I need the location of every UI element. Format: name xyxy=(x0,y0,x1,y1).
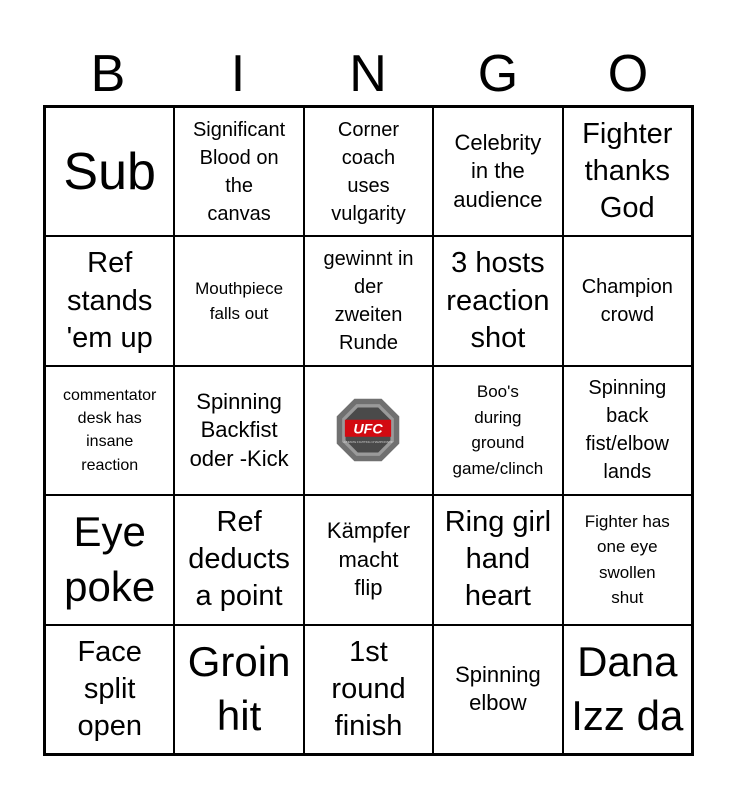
bingo-cell-r3c2[interactable] xyxy=(174,366,303,495)
header-letter-b: B xyxy=(90,45,126,103)
cell-label: Mouthpiece falls out xyxy=(195,278,284,324)
bingo-cell-r4c2[interactable] xyxy=(174,495,303,624)
bingo-cell-free-space[interactable] xyxy=(304,366,433,495)
bingo-cell-r3c5[interactable] xyxy=(563,366,692,495)
bingo-cell-r4c3[interactable] xyxy=(304,495,433,624)
bingo-cell-r3c1[interactable] xyxy=(45,366,174,495)
bingo-cell-r1c4[interactable] xyxy=(433,107,562,236)
cell-label: 3 hosts reaction shot xyxy=(446,247,550,354)
bingo-cell-r2c1[interactable] xyxy=(45,236,174,365)
cell-label: Boo's during ground game/clinch xyxy=(452,382,544,478)
bingo-cell-r1c1[interactable] xyxy=(45,107,174,236)
cell-label: Spinning Backfist oder -Kick xyxy=(189,388,289,471)
bingo-cell-r5c2[interactable] xyxy=(174,625,303,754)
cell-label: Spinning elbow xyxy=(455,661,541,716)
cell-label: Fighter thanks God xyxy=(582,118,673,225)
header-letter-g: G xyxy=(477,45,519,103)
cell-label: Corner coach uses vulgarity xyxy=(331,118,406,225)
bingo-cell-r2c4[interactable] xyxy=(433,236,562,365)
header-letter-o: O xyxy=(607,45,649,103)
cell-label: Dana Izz da xyxy=(571,637,684,740)
bingo-cell-r5c5[interactable] xyxy=(563,625,692,754)
bingo-cell-r3c4[interactable] xyxy=(433,366,562,495)
cell-label: Eye poke xyxy=(64,508,156,610)
bingo-cell-r2c5[interactable] xyxy=(563,236,692,365)
ufc-logo-icon xyxy=(334,396,402,464)
cell-label: Ref stands 'em up xyxy=(66,247,153,354)
bingo-cell-r5c4[interactable] xyxy=(433,625,562,754)
header-letter-i: I xyxy=(230,45,246,103)
ufc-logo-text: UFC xyxy=(353,421,384,438)
cell-label: Significant Blood on the canvas xyxy=(192,118,286,225)
bingo-cell-r5c1[interactable] xyxy=(45,625,174,754)
cell-label: Face split open xyxy=(77,635,142,742)
ufc-logo-subtext: ULTIMATE FIGHTING CHAMPIONSHIP xyxy=(343,440,394,445)
cell-label: Ring girl hand heart xyxy=(444,506,552,613)
bingo-board xyxy=(43,105,694,756)
bingo-cell-r2c3[interactable] xyxy=(304,236,433,365)
cell-label: Groin hit xyxy=(187,637,291,740)
cell-label: Spinning back fist/elbow lands xyxy=(585,377,669,484)
bingo-cell-r1c3[interactable] xyxy=(304,107,433,236)
cell-label: Ref deducts a point xyxy=(188,506,290,613)
bingo-cell-r1c2[interactable] xyxy=(174,107,303,236)
cell-label: Sub xyxy=(63,142,156,201)
cell-label: gewinnt in der zweiten Runde xyxy=(323,248,414,355)
bingo-cell-r4c5[interactable] xyxy=(563,495,692,624)
bingo-cell-r4c1[interactable] xyxy=(45,495,174,624)
bingo-cell-r1c5[interactable] xyxy=(563,107,692,236)
cell-label: commentator desk has insane reaction xyxy=(63,387,157,474)
cell-label: Fighter has one eye swollen shut xyxy=(584,511,670,608)
cell-label: 1st round finish xyxy=(331,635,406,742)
bingo-cell-r2c2[interactable] xyxy=(174,236,303,365)
cell-label: Champion crowd xyxy=(581,276,673,327)
cell-label: Celebrity in the audience xyxy=(453,129,543,212)
bingo-cell-r4c4[interactable] xyxy=(433,495,562,624)
bingo-header xyxy=(43,44,694,104)
cell-label: Kämpfer macht flip xyxy=(326,518,411,601)
bingo-cell-r5c3[interactable] xyxy=(304,625,433,754)
header-letter-n: N xyxy=(349,45,387,103)
